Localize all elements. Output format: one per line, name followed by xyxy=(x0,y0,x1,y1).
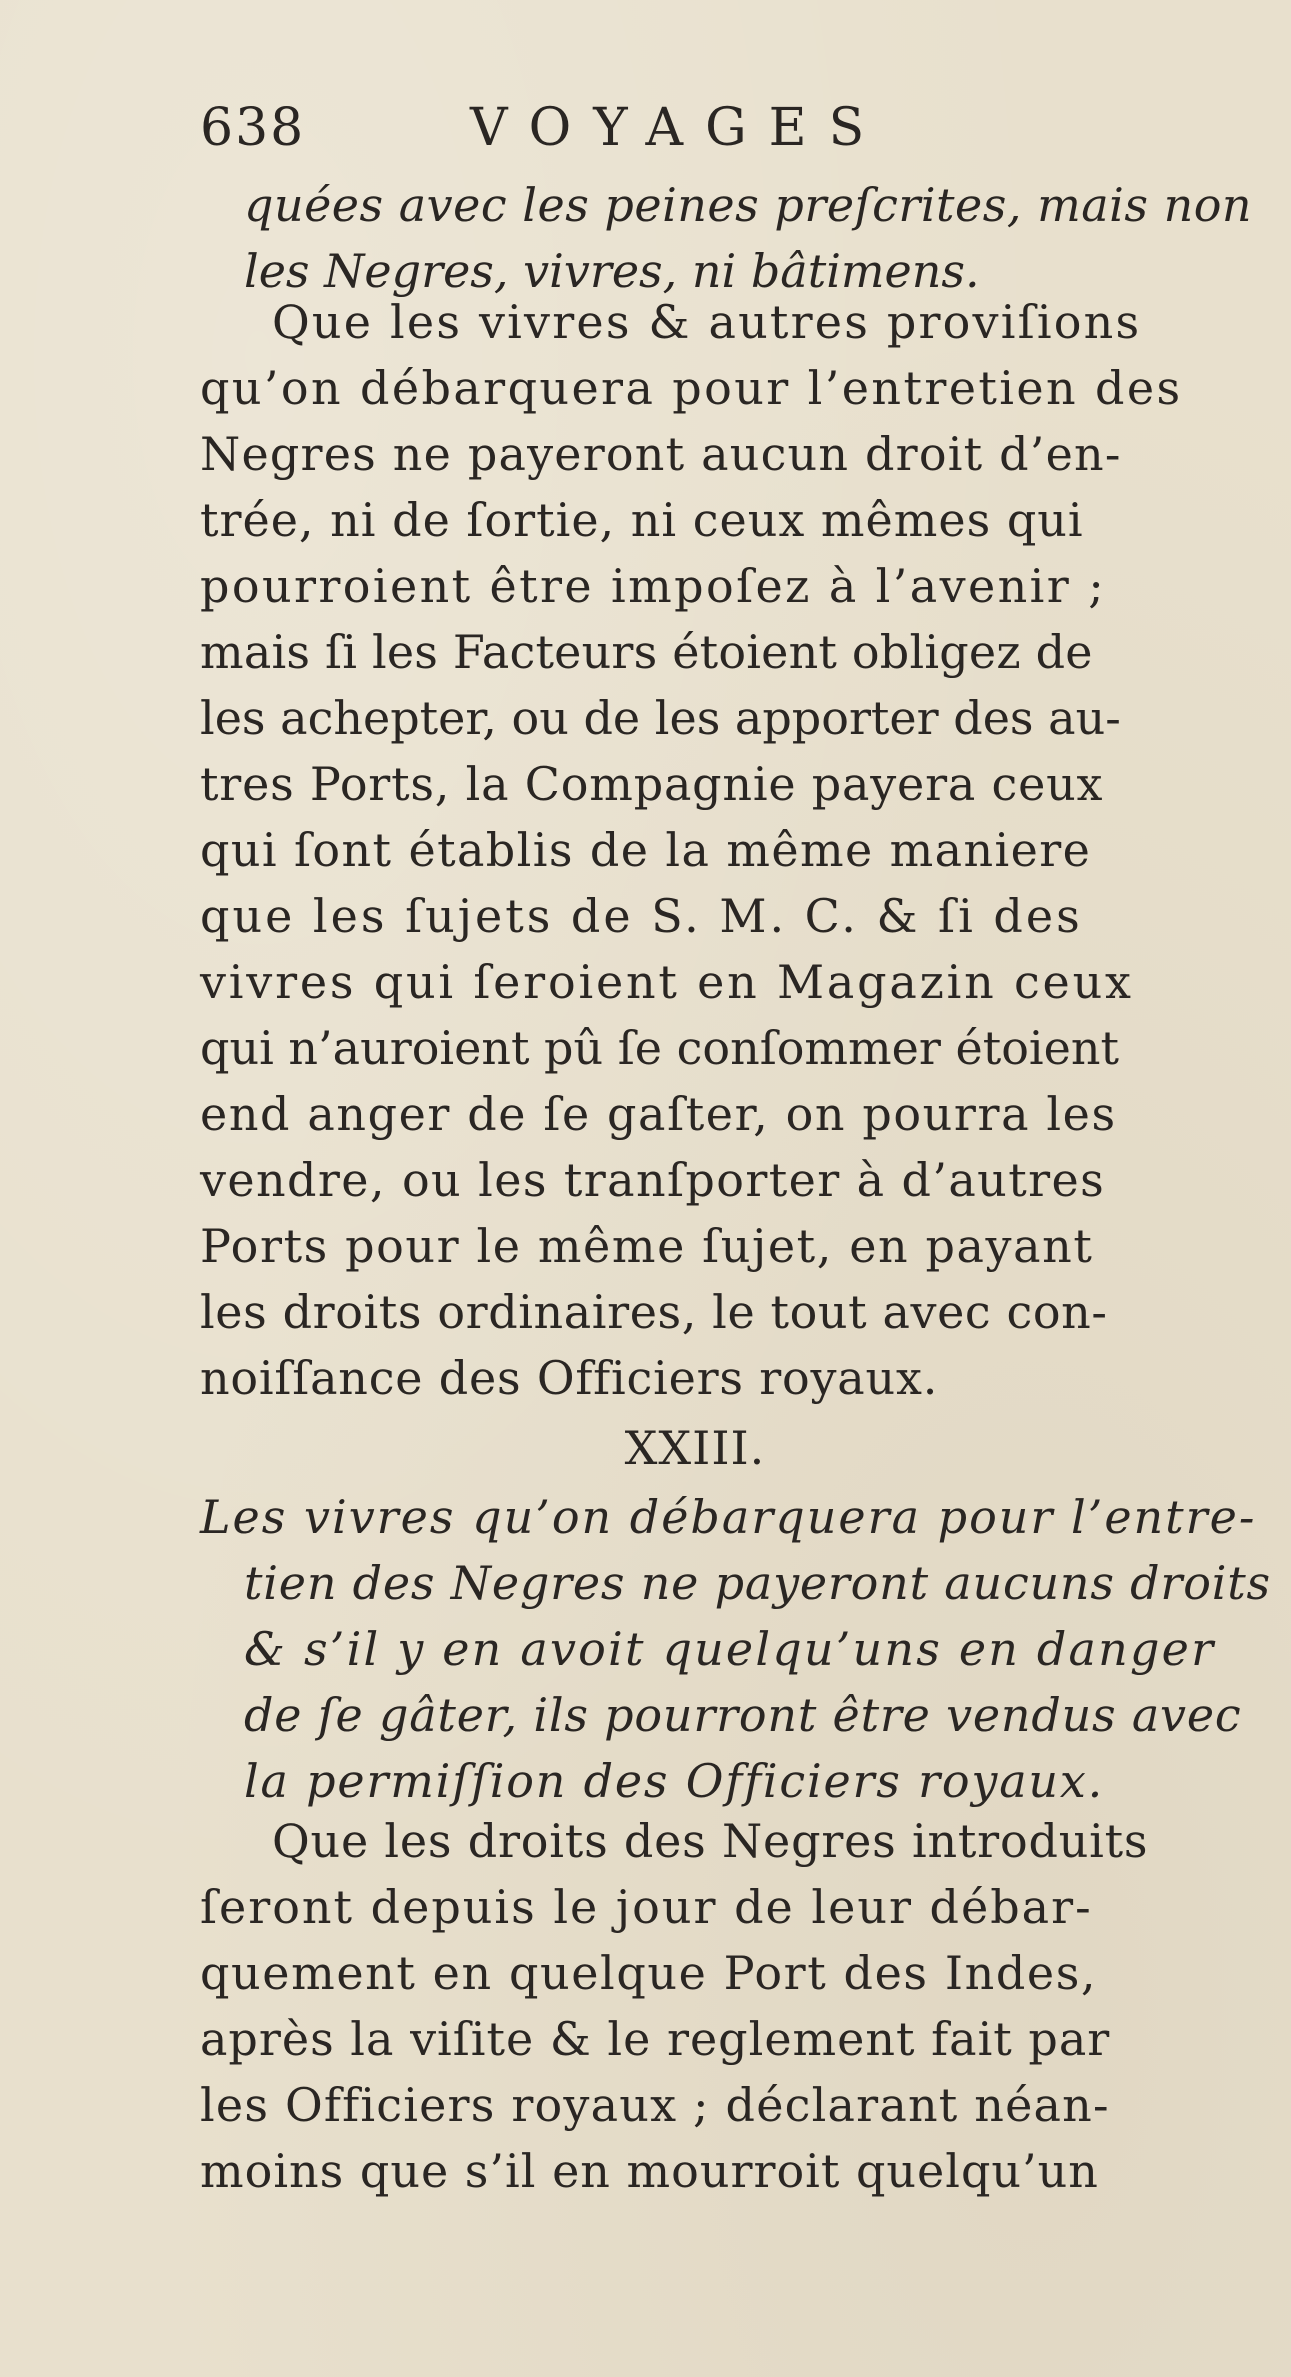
page-header xyxy=(200,88,1200,168)
text-line: Que les vivres & autres proviſions xyxy=(272,295,1142,349)
text-line: quement en quelque Port des Indes, xyxy=(200,1946,1098,2000)
text-line: les achepter, ou de les apporter des au- xyxy=(200,691,1121,745)
text-line: quées avec les peines preſcrites, mais non xyxy=(244,178,1253,232)
text-line: end anger de ſe gaſter, on pourra les xyxy=(200,1087,1117,1141)
text-line: noiſſance des Officiers royaux. xyxy=(200,1351,939,1405)
article-summary-line: & s’il y en avoit quelqu’uns en danger xyxy=(244,1622,1216,1676)
text-line: les Officiers royaux ; déclarant néan- xyxy=(200,2078,1110,2132)
text-line: vendre, ou les tranſporter à d’autres xyxy=(200,1153,1106,1207)
text-line: que les ſujets de S. M. C. & ſi des xyxy=(200,889,1083,943)
text-line: Ports pour le même ſujet, en payant xyxy=(200,1219,1094,1273)
text-line: ſeront depuis le jour de leur débar- xyxy=(200,1880,1093,1934)
text-line: Negres ne payeront aucun droit d’en- xyxy=(200,427,1122,481)
article-summary-line: tien des Negres ne payeront aucuns droits xyxy=(244,1556,1271,1610)
article-summary-line: de ſe gâter, ils pourront être vendus avec xyxy=(244,1688,1242,1742)
text-line: les droits ordinaires, le tout avec con- xyxy=(200,1285,1108,1339)
running-title: VOYAGES xyxy=(470,98,887,158)
text-line: vivres qui ſeroient en Magazin ceux xyxy=(200,955,1134,1009)
page-number: 638 xyxy=(200,98,306,158)
text-line: mais ſi les Facteurs étoient obligez de xyxy=(200,625,1093,679)
text-line: qui ſont établis de la même maniere xyxy=(200,823,1092,877)
text-line: tres Ports, la Compagnie payera ceux xyxy=(200,757,1104,811)
text-line: pourroient être impoſez à l’avenir ; xyxy=(200,559,1107,613)
text-line: qu’on débarquera pour l’entretien des xyxy=(200,361,1183,415)
text-line: Que les droits des Negres introduits xyxy=(272,1814,1149,1868)
text-line: qui n’auroient pû ſe conſommer étoient xyxy=(200,1021,1119,1075)
text-line: moins que s’il en mourroit quelqu’un xyxy=(200,2144,1099,2198)
article-number: XXIII. xyxy=(624,1421,766,1475)
article-summary-line: Les vivres qu’on débarquera pour l’entre- xyxy=(200,1490,1257,1544)
text-line: après la viſite & le reglement fait par xyxy=(200,2012,1111,2066)
text-line: trée, ni de ſortie, ni ceux mêmes qui xyxy=(200,493,1084,547)
text-line: les Negres, vivres, ni bâtimens. xyxy=(244,244,980,298)
article-summary-line: la permiſſion des Officiers royaux. xyxy=(244,1754,1105,1808)
